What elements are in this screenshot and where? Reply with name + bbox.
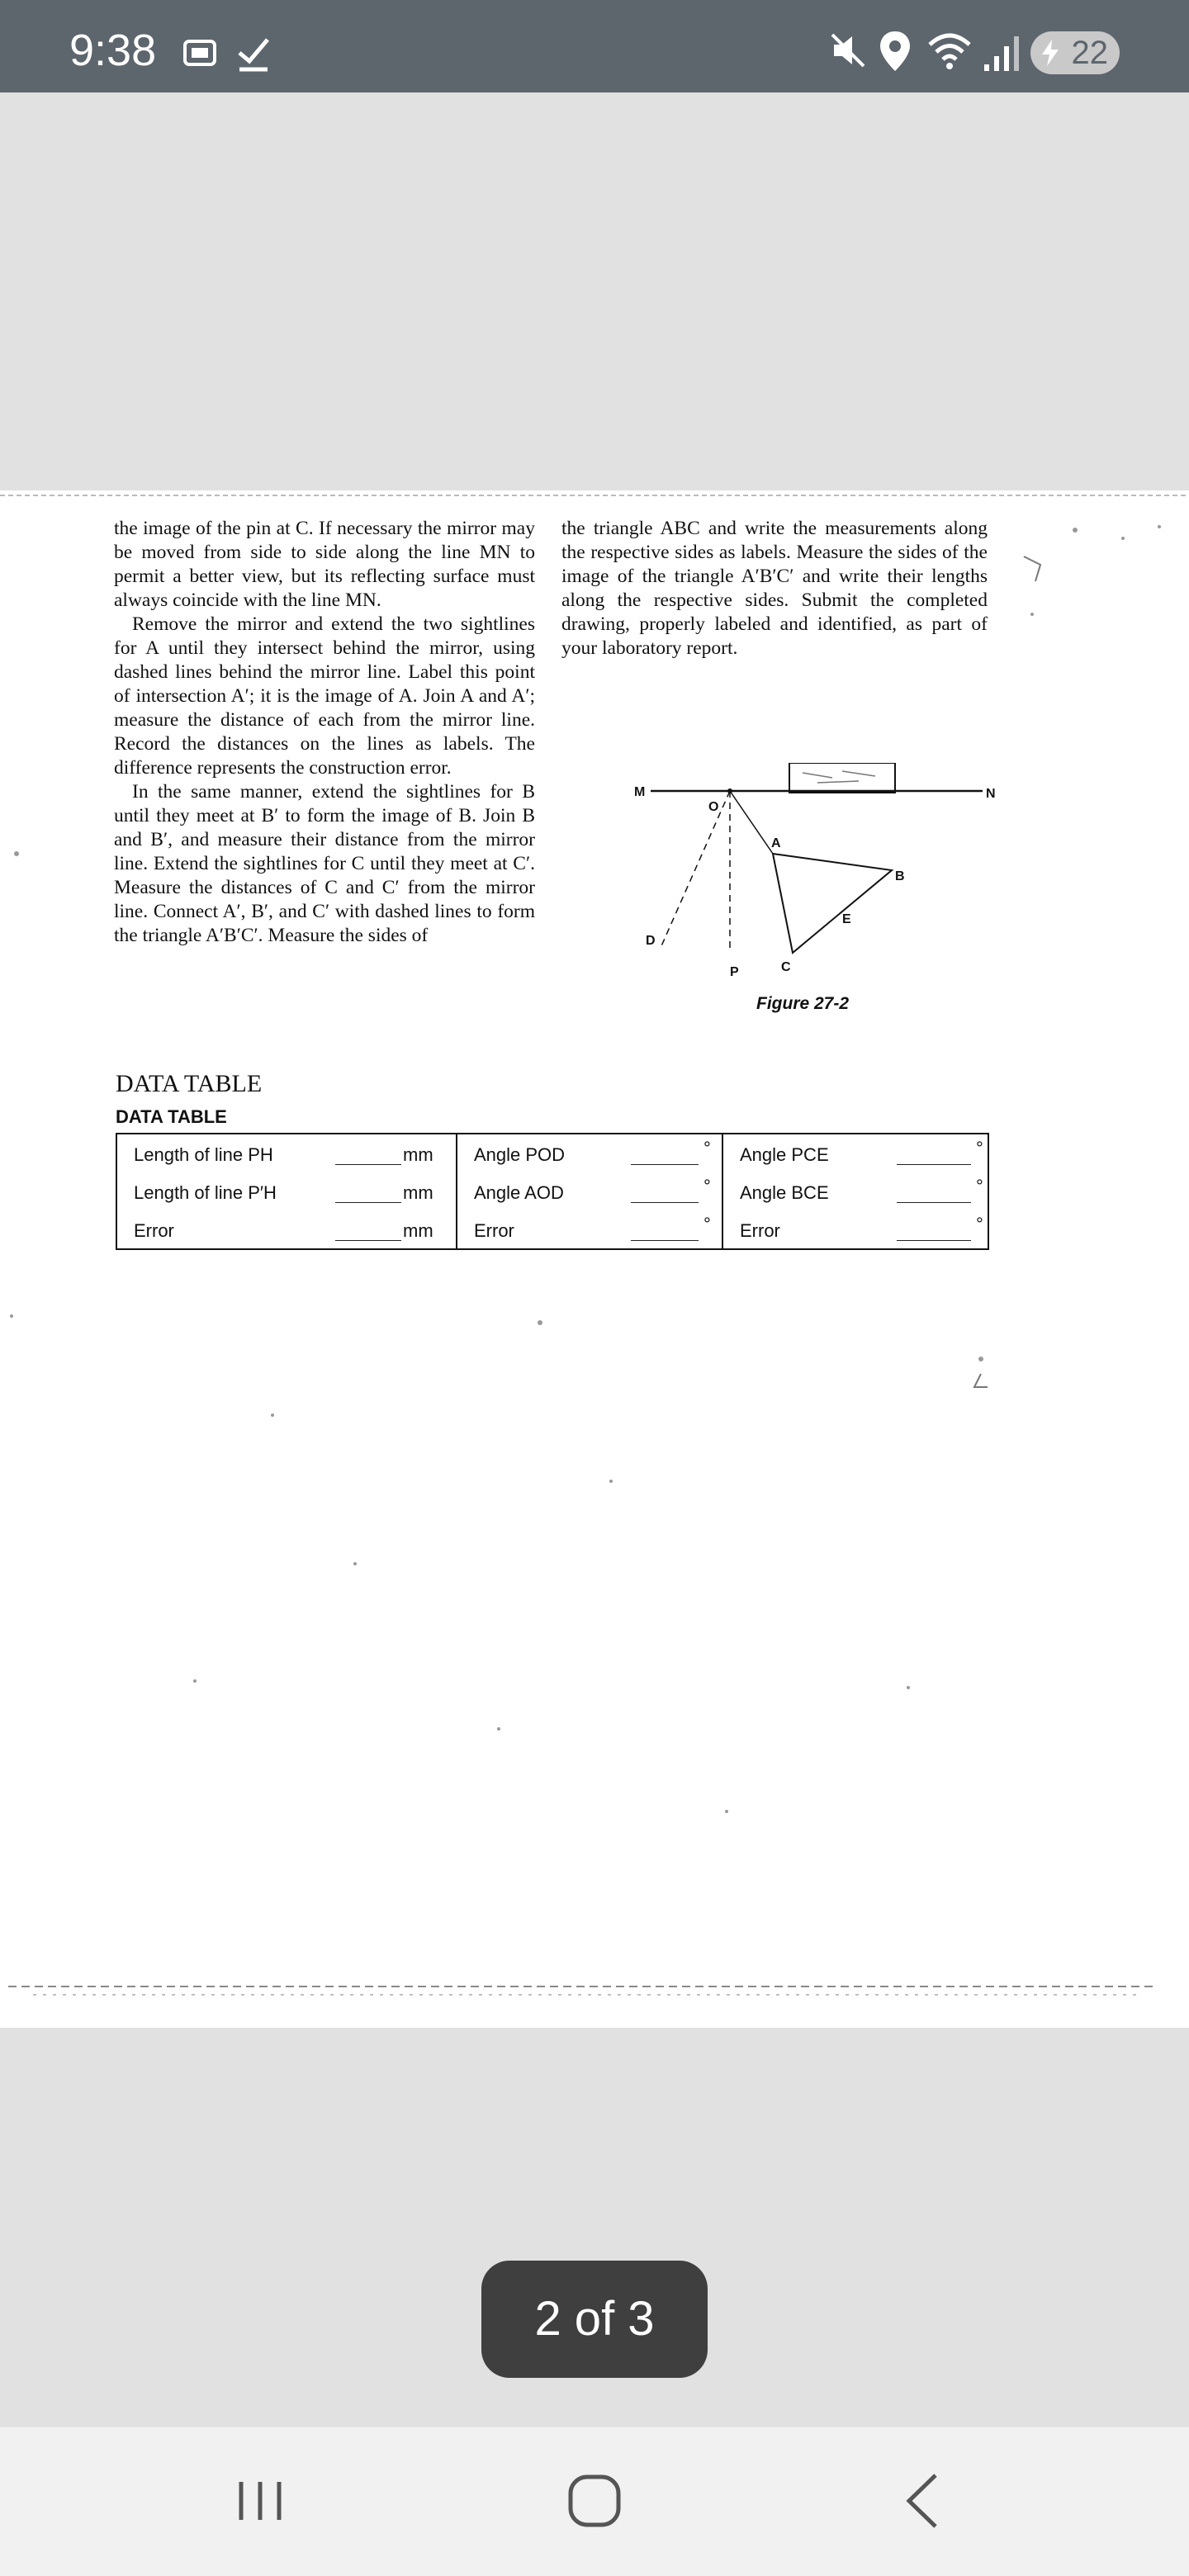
label-n: N (986, 787, 996, 801)
blank-line (631, 1164, 699, 1165)
table-cell (722, 1172, 988, 1210)
table-cell (457, 1172, 722, 1210)
table-cell (722, 1134, 988, 1172)
cell-unit: ° (703, 1138, 711, 1158)
cell-label: Error (134, 1220, 174, 1241)
recent-apps-icon[interactable] (223, 2464, 297, 2538)
label-e: E (842, 912, 851, 926)
label-c: C (781, 960, 791, 974)
cell-unit: ° (703, 1214, 711, 1234)
table-row (116, 1134, 988, 1172)
wifi-icon (926, 30, 973, 71)
cell-unit: mm (403, 1144, 433, 1165)
cell-label: Angle PCE (740, 1144, 829, 1165)
table-row (116, 1172, 988, 1210)
cell-label: Angle POD (474, 1144, 566, 1165)
text-column-left (114, 517, 535, 948)
label-b: B (895, 869, 905, 883)
blank-line (335, 1240, 401, 1241)
cell-unit: ° (976, 1176, 983, 1196)
charging-icon (1040, 40, 1060, 66)
paragraph: Remove the mirror and extend the two sightlines for A until they intersect behind the mirror, using dashed lines behind the mirror line. Label this point of intersection A′; it is the image of A. Join A and A′; measure the distance of each from the mirror line. Record the distances on the lines as labels. The difference represents the construction error. (114, 613, 535, 779)
table-row (116, 1210, 988, 1249)
table-cell (457, 1134, 722, 1172)
cell-unit: ° (976, 1138, 983, 1158)
blank-line (897, 1202, 971, 1203)
table-cell (116, 1134, 457, 1172)
label-p: P (730, 965, 739, 979)
blank-line (631, 1240, 699, 1241)
clock: 9:38 (69, 26, 157, 75)
data-table-subheading: DATA TABLE (116, 1106, 227, 1127)
status-bar (0, 0, 1189, 92)
cell-label: Error (474, 1220, 514, 1241)
back-icon[interactable] (888, 2464, 962, 2538)
check-icon (234, 33, 274, 73)
cell-label: Length of line PH (134, 1144, 273, 1165)
blank-line (897, 1164, 971, 1165)
table-cell (457, 1210, 722, 1249)
blank-line (631, 1202, 699, 1203)
document-page[interactable] (0, 490, 1189, 2028)
data-table (116, 1133, 989, 1250)
navigation-bar (0, 2427, 1189, 2576)
blank-line (897, 1240, 971, 1241)
blank-line (335, 1202, 401, 1203)
cell-unit: mm (403, 1220, 433, 1241)
cell-label: Length of line P′H (134, 1182, 277, 1203)
cell-label: Error (740, 1220, 780, 1241)
battery-indicator (1030, 31, 1120, 74)
table-cell (722, 1210, 988, 1249)
mute-icon (827, 30, 869, 71)
text-column-right (561, 517, 988, 661)
cell-label: Angle AOD (474, 1182, 564, 1203)
label-d: D (646, 934, 656, 948)
label-a: A (771, 836, 781, 850)
figure-caption: Figure 27-2 (756, 994, 850, 1013)
paragraph: In the same manner, extend the sightlines for B until they meet at B′ to form the image of B. Join B and B′, and measure their distance from the mirror line. Extend the sightlines for C until they meet at C′. Measure the distances of C and C′ from the mirror line. Connect A′, B′, and C′ with dashed lines to form the triangle A′B′C′. Measure the sides of (114, 781, 535, 946)
cell-unit: ° (976, 1214, 983, 1234)
paragraph: the triangle ABC and write the measurements along the respective sides as labels. Measure the sides of the image of the triangle A′B′C′ and write their lengths along the respective sides. Submit the completed drawing, properly labeled and identified, as part of your laboratory report. (561, 518, 988, 659)
table-cell (116, 1210, 457, 1249)
figure-diagram (628, 763, 1007, 986)
data-table-heading: DATA TABLE (116, 1070, 263, 1097)
blank-line (335, 1164, 401, 1165)
battery-level: 22 (1071, 35, 1108, 71)
paragraph: the image of the pin at C. If necessary the mirror may be moved from side to side along the line MN to permit a better view, but its reflecting surface must always coincide with the line MN. (114, 518, 535, 611)
table-cell (116, 1172, 457, 1210)
cell-unit: mm (403, 1182, 433, 1203)
signal-icon (983, 33, 1024, 73)
label-o: O (708, 800, 719, 814)
label-m: M (634, 785, 646, 799)
cell-label: Angle BCE (740, 1182, 829, 1203)
home-icon[interactable] (557, 2464, 632, 2538)
cell-unit: ° (703, 1176, 711, 1196)
screenshot-icon (180, 33, 220, 73)
page-indicator: 2 of 3 (481, 2261, 708, 2378)
location-icon (877, 30, 913, 73)
